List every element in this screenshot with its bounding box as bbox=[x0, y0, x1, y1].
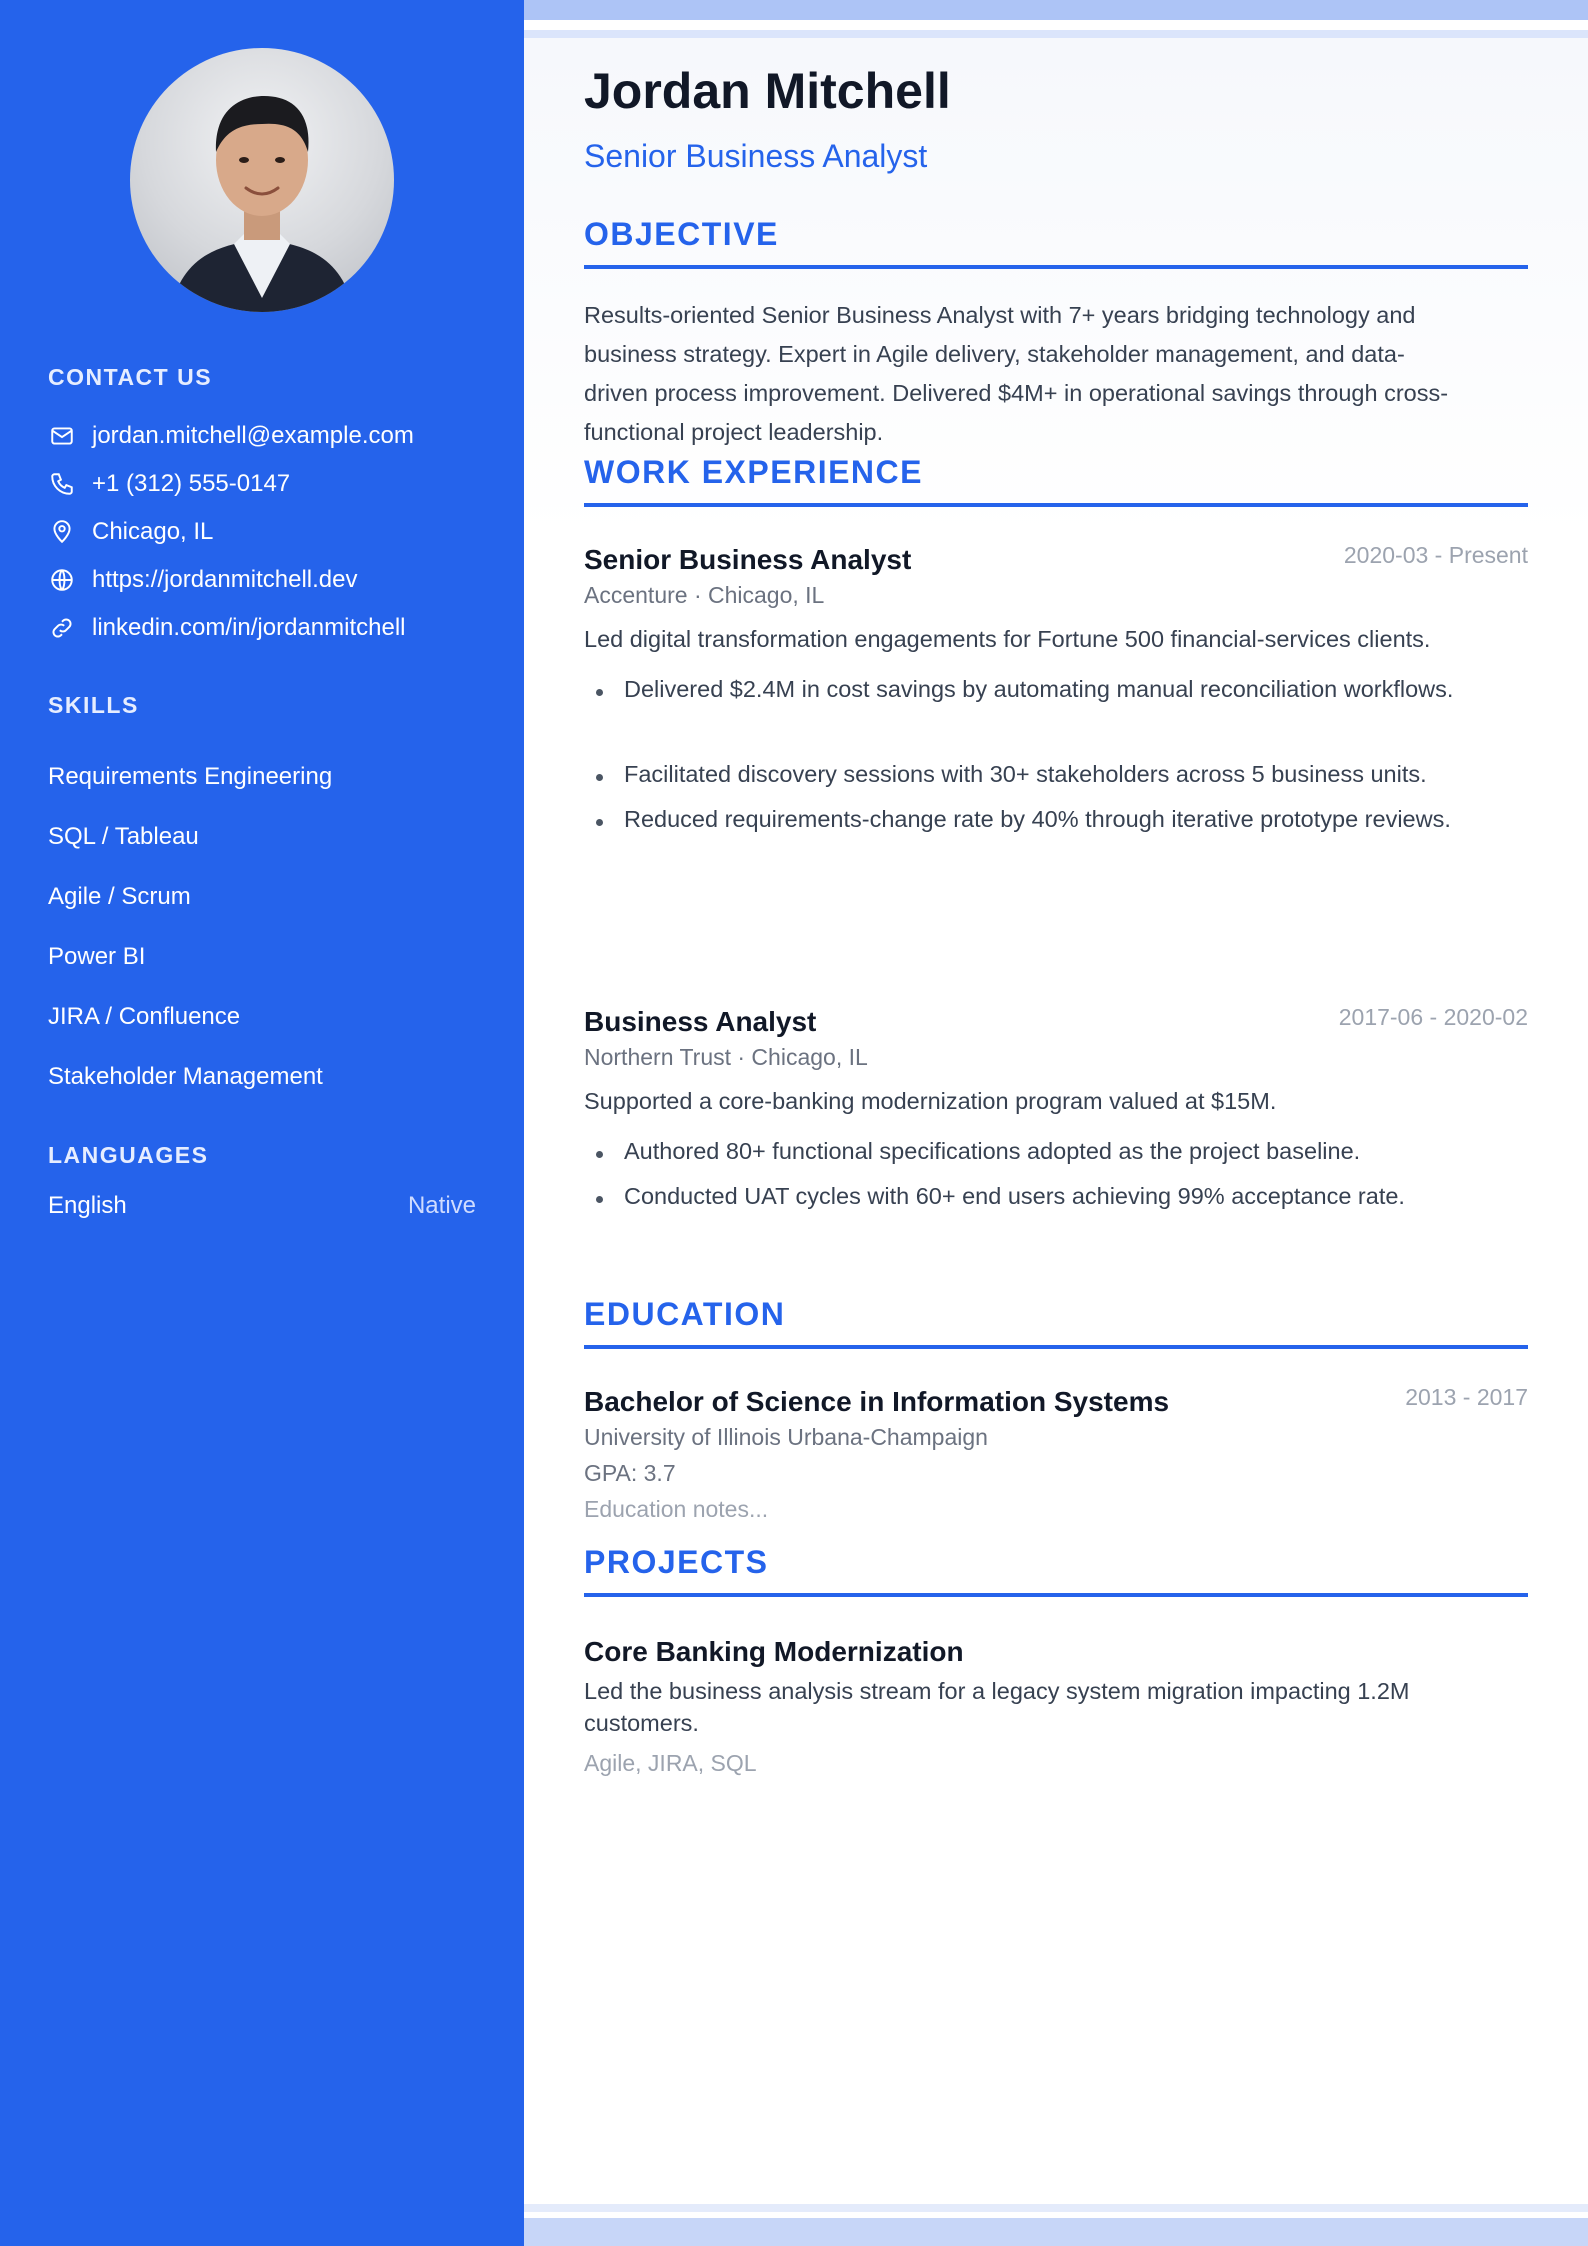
skills-list bbox=[48, 747, 332, 1107]
language-level: Native bbox=[407, 1192, 476, 1219]
project-tags: Agile, JIRA, SQL bbox=[584, 1750, 757, 1776]
experience-section-title: WORK EXPERIENCE bbox=[584, 454, 1528, 507]
candidate-name: Jordan Mitchell bbox=[584, 63, 951, 119]
contact-email[interactable] bbox=[48, 412, 414, 460]
objective-section-title: OBJECTIVE bbox=[584, 216, 1528, 269]
sidebar bbox=[0, 0, 524, 2246]
globe-icon bbox=[48, 566, 76, 594]
education-dates: 2013 - 2017 bbox=[1405, 1384, 1528, 1410]
avatar bbox=[130, 48, 394, 312]
job-company: Accenture · Chicago, IL bbox=[584, 582, 825, 608]
profile-photo bbox=[130, 48, 394, 312]
project-description-line: customers. bbox=[584, 1710, 699, 1736]
link-icon bbox=[48, 614, 76, 642]
objective-line: business strategy. Expert in Agile delivery, stakeholder management, and data- bbox=[584, 341, 1405, 367]
skill-item: JIRA / Confluence bbox=[48, 1003, 241, 1030]
skills-section-title: SKILLS bbox=[48, 692, 139, 718]
project-name: Core Banking Modernization bbox=[584, 1636, 964, 1667]
bottom-accent-stripe bbox=[524, 2204, 1588, 2212]
mail-icon bbox=[48, 422, 76, 450]
job-dates: 2020-03 - Present bbox=[1343, 542, 1528, 568]
education-notes: Education notes... bbox=[584, 1496, 769, 1522]
contact-section-title: CONTACT US bbox=[48, 364, 213, 390]
job-title: Business Analyst bbox=[584, 1006, 817, 1037]
skill-item: Requirements Engineering bbox=[48, 763, 333, 790]
contact-list bbox=[48, 412, 414, 652]
job-dates: 2017-06 - 2020-02 bbox=[1338, 1004, 1528, 1030]
gpa: GPA: 3.7 bbox=[584, 1460, 676, 1486]
bullet-item: Authored 80+ functional specifications adopted as the project baseline. bbox=[584, 1138, 1528, 1165]
degree-title: Bachelor of Science in Information Systems bbox=[584, 1386, 1170, 1417]
project-description-line: Led the business analysis stream for a legacy system migration impacting 1.2M bbox=[584, 1678, 1410, 1704]
contact-email-text: jordan.mitchell@example.com bbox=[92, 422, 414, 449]
bullet-item: Facilitated discovery sessions with 30+ stakeholders across 5 business units. bbox=[584, 761, 1528, 788]
contact-website-text: https://jordanmitchell.dev bbox=[92, 566, 358, 593]
candidate-title: Senior Business Analyst bbox=[584, 138, 928, 174]
bullet-item: Delivered $2.4M in cost savings by automating manual reconciliation workflows. bbox=[584, 676, 1528, 703]
school-name: University of Illinois Urbana-Champaign bbox=[584, 1424, 988, 1450]
top-accent-stripe bbox=[524, 30, 1588, 38]
contact-linkedin-text: linkedin.com/in/jordanmitchell bbox=[92, 614, 406, 641]
contact-linkedin[interactable] bbox=[48, 604, 414, 652]
skill-item: SQL / Tableau bbox=[48, 823, 199, 850]
objective-line: Results-oriented Senior Business Analyst with 7+ years bridging technology and bbox=[584, 302, 1416, 328]
skill-item: Agile / Scrum bbox=[48, 883, 191, 910]
objective-text bbox=[584, 296, 1528, 452]
contact-phone[interactable] bbox=[48, 460, 414, 508]
objective-line: functional project leadership. bbox=[584, 419, 884, 445]
bullet-item: Conducted UAT cycles with 60+ end users achieving 99% acceptance rate. bbox=[584, 1183, 1528, 1210]
bullet-item: Reduced requirements-change rate by 40% through iterative prototype reviews. bbox=[584, 806, 1528, 833]
contact-website[interactable] bbox=[48, 556, 414, 604]
objective-line: driven process improvement. Delivered $4M+ in operational savings through cross- bbox=[584, 380, 1449, 406]
skill-item: Power BI bbox=[48, 943, 146, 970]
contact-location-text: Chicago, IL bbox=[92, 518, 214, 545]
job-summary: Supported a core-banking modernization program valued at $15M. bbox=[584, 1088, 1277, 1114]
job-company: Northern Trust · Chicago, IL bbox=[584, 1044, 868, 1070]
job-title: Senior Business Analyst bbox=[584, 544, 912, 575]
bottom-accent-band bbox=[524, 2218, 1588, 2246]
languages-section-title: LANGUAGES bbox=[48, 1142, 209, 1168]
language-row bbox=[48, 1192, 476, 1220]
phone-icon bbox=[48, 470, 76, 498]
top-accent-band bbox=[524, 0, 1588, 20]
contact-location bbox=[48, 508, 414, 556]
language-name: English bbox=[48, 1192, 127, 1219]
job-bullets bbox=[584, 1138, 1528, 1210]
location-pin-icon bbox=[48, 518, 76, 546]
skill-item: Stakeholder Management bbox=[48, 1063, 323, 1090]
job-bullets bbox=[584, 676, 1528, 833]
job-summary: Led digital transformation engagements for Fortune 500 financial-services clients. bbox=[584, 626, 1431, 652]
education-section-title: EDUCATION bbox=[584, 1296, 1528, 1349]
projects-section-title: PROJECTS bbox=[584, 1544, 1528, 1597]
contact-phone-text: +1 (312) 555-0147 bbox=[92, 470, 291, 497]
